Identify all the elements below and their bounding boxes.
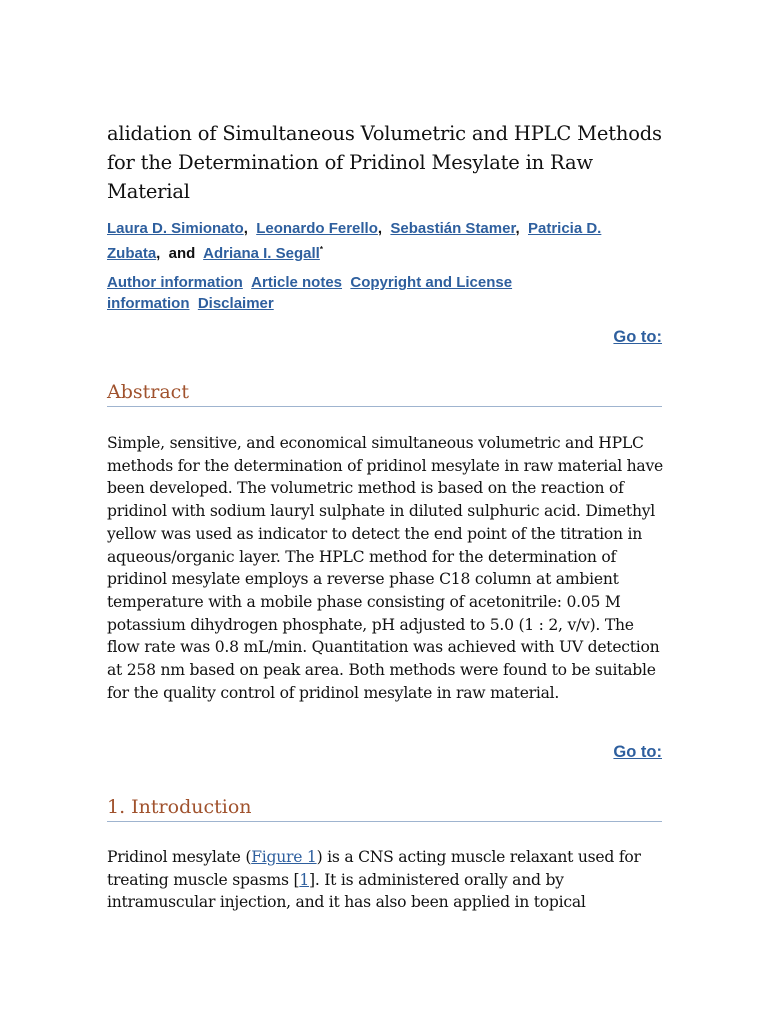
intro-text-segment: Pridinol mesylate ( [107,848,252,866]
article-title: alidation of Simultaneous Volumetric and HPLC Methods for the Determination of Pridinol Mesylate in Raw Material [107,122,662,203]
copyright-license-link[interactable]: Copyright and License information [107,274,513,312]
author-list [107,218,667,264]
article-meta-links [107,272,667,314]
reference-1-link[interactable]: 1 [299,870,310,889]
goto-link[interactable]: Go to: [613,743,662,761]
article-notes-link[interactable]: Article notes [251,274,343,291]
figure-1-link[interactable]: Figure 1 [251,848,317,866]
author-link[interactable]: Leonardo Ferello [256,220,378,237]
intro-text-segment: ) is a CNS acting muscle relaxant used for treating muscle spasms [ [107,848,641,889]
introduction-text [107,846,667,914]
author-link[interactable]: Patricia D. Zubata [107,220,602,262]
author-link[interactable]: Sebastián Stamer [390,220,516,237]
author-separator: , [515,220,528,237]
goto-link[interactable]: Go to: [613,328,662,346]
introduction-heading: 1. Introduction [107,795,662,822]
abstract-heading: Abstract [107,380,662,407]
author-link[interactable]: Laura D. Simionato [107,220,244,237]
corresponding-author-marker: * [319,245,323,254]
disclaimer-link[interactable]: Disclaimer [197,295,274,312]
author-link[interactable]: Adriana I. Segall [203,245,320,262]
author-separator: , [377,220,391,237]
author-information-link[interactable]: Author information [107,274,243,291]
abstract-text: Simple, sensitive, and economical simultaneous volumetric and HPLC methods for the determination of pridinol mesylate in raw material have been developed. The volumetric method is based on the reaction of pridinol with sodium lauryl sulphate in diluted sulphuric acid. Dimethyl yellow was used as indicator to detect the end point of the titration in aqueous/organic layer. The HPLC method for the determination of pridinol mesylate employs a reverse phase C18 column at ambient temperature with a mobile phase consisting of acetonitrile: 0.05 M potassium dihydrogen phosphate, pH adjusted to 5.0 (1 : 2, v/v). The flow rate was 0.8 mL/min. Quantitation was achieved with UV detection at 258 nm based on peak area. Both methods were found to be suitable for the quality control of pridinol mesylate in raw material. [107,434,664,702]
author-separator: , and [156,245,204,262]
author-separator: , [243,220,257,237]
intro-text-segment: ]. It is administered orally and by intramuscular injection, and it has also been applied in topical [107,870,586,912]
